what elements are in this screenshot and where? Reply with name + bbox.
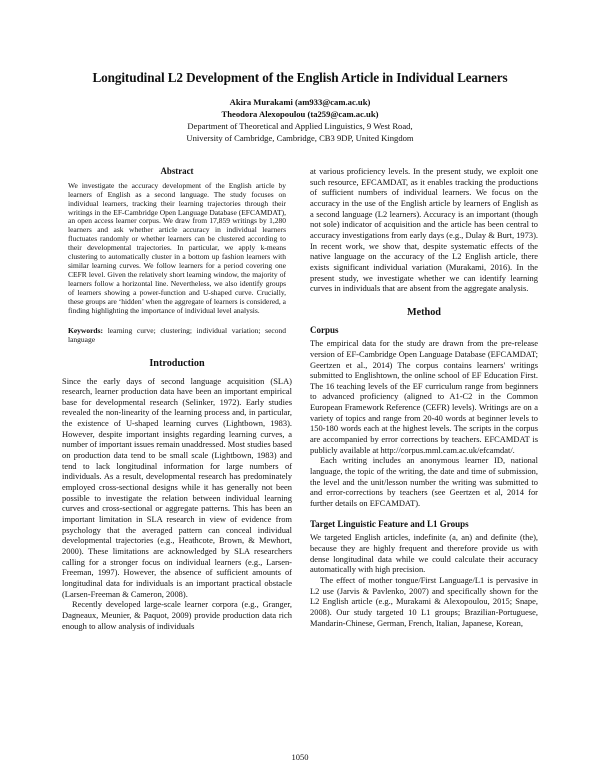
corpus-paragraph-1: The empirical data for the study are drawn from the pre-release version of EF-Cambridge Open Language Database (EFCAMDAT; Geertzen et al., 2014) The corpus contains learners' writings submitted to Englishtown, the online school of EF Education First. The 16 teaching levels of the EF curriculum range from beginners to advanced proficiency (aligned to A1-C2 in the Common European Framework Reference (CEFR) levels). Writings are on a variety of topics and range from 20-40 words at beginner levels to 150-180 words each at the highest levels. The scripts in the corpus are accompanied by error corrections by teachers. EFCAMDAT is publicly available at http://corpus.mml.cam.ac.uk/efcamdat/. [310, 338, 538, 455]
keywords-label: Keywords: [68, 325, 103, 335]
abstract-heading: Abstract [160, 166, 194, 176]
corpus-paragraph-2: Each writing includes an anonymous learner ID, national language, the topic of the writing, the date and time of submission, the level and the unit/lesson number the writing was submitted to and error-corrections by teachers (see Geertzen et al, 2014 for further details on EFCAMDAT). [310, 455, 538, 509]
abstract-text: We investigate the accuracy development of the English article by learners of English as a second language. The study focuses on individual learners, tracking their learning trajectories through their writings in the EF-Cambridge Open Language Database (EFCAMDAT), an open access learner corpus. We draw from 17,859 writings by 1,280 learners and ask whether article accuracy in individual learners fluctuates randomly or whether learners can be clustered according to their developmental trajectories. In particular, we apply k-means clustering to automatically cluster in a bottom up fashion learners with similar learning curves. We follow learners for a period covering one CEFR level. Given the relatively short learning window, the majority of learners follow a horizontal line. Nevertheless, we also identify groups of learners showing a power-function and U-shaped curve. Crucially, these groups are ‘hidden’ when the aggregate of learners is considered, a finding highlighting the importance of individual level analysis. [68, 180, 286, 315]
author-block [0, 96, 600, 144]
paper-title: Longitudinal L2 Development of the English Article in Individual Learners [92, 70, 508, 85]
left-column [62, 166, 292, 631]
affiliation-line-1: Department of Theoretical and Applied Linguistics, 9 West Road, [187, 121, 413, 131]
introduction-paragraph-1: Since the early days of second language acquisition (SLA) research, learner production data have been an important empirical base for developmental research (Selinker, 1972). Early studies revealed the non-linearity of the learning process and, in particular, the existence of U-shaped learning curves (Lightbown, 1983). However, despite important insights regarding learning curves, a number of important issues remain unaddressed. Most studies based on production data tend to be small scale (Lightbown, 1983) and tend to lack longitudinal information for large numbers of individuals. As a result, developmental research has predominately employed cross-sectional designs while it has generally not been possible to investigate the relation between individual learning curves and cross-sectional or aggregate patterns. This has been an important limitation in SLA research in view of evidence from psychology that the averaged pattern can conceal individual developmental trajectories (e.g., Heathcote, Brown, & Mewhort, 2000). These limitations are acknowledged by SLA researchers calling for a stronger focus on individual learners (e.g., Larsen-Freeman, 1997). However, the absence of sufficient amounts of longitudinal data for individuals is an important practical obstacle (Larsen-Freeman & Cameron, 2008). [62, 375, 292, 599]
introduction-paragraph-2: Recently developed large-scale learner corpora (e.g., Granger, Dagneaux, Meunier, & Paquot, 2009) provide production data rich enough to allow analysis of individuals [62, 599, 292, 631]
author-2: Theodora Alexopoulou (ta259@cam.ac.uk) [221, 109, 379, 119]
page-number: 1050 [291, 752, 309, 762]
method-heading: Method [407, 306, 441, 318]
right-column [310, 166, 538, 628]
keywords-text: learning curve; clustering; individual variation; second language [68, 325, 287, 344]
introduction-paragraph-2-continued: at various proficiency levels. In the present study, we exploit one such resource, EFCAMDAT, as it enables tracking the productions of sufficient numbers of individual learners. We focus on the accuracy in the use of the English article by learners of English as a second language (L2 learners). Accuracy is an important (though not sole) indicator of acquisition and the article has been central to accuracy investigations from early days (e.g., Dulay & Burt, 1973). In recent work, we show that, despite systematic effects of the native language on the accuracy of the L2 English article, there exists significant individual variation (Murakami, 2016). In the present study, we investigate whether we can identify learning curves in individuals that are absent from the aggregate analysis. [310, 166, 538, 294]
author-1: Akira Murakami (am933@cam.ac.uk) [229, 97, 371, 107]
target-paragraph-1: We targeted English articles, indefinite (a, an) and definite (the), because they are highly frequent and therefore provide us with dense longitudinal data while we could calculate their accuracy automatically with high precision. [310, 532, 538, 575]
affiliation-line-2: University of Cambridge, Cambridge, CB3 9DP, United Kingdom [186, 133, 414, 143]
keywords [68, 327, 286, 345]
introduction-heading: Introduction [149, 357, 205, 369]
target-feature-heading: Target Linguistic Feature and L1 Groups [310, 518, 469, 529]
corpus-heading: Corpus [310, 324, 339, 335]
target-paragraph-2: The effect of mother tongue/First Language/L1 is pervasive in L2 use (Jarvis & Pavlenko, 2007) and specifically shown for the L2 English article (e.g., Murakami & Alexopoulou, 2015; Snape, 2008). Our study targeted 10 L1 groups; Brazilian-Portuguese, Mandarin-Chinese, German, French, Italian, Japanese, Korean, [310, 574, 538, 628]
